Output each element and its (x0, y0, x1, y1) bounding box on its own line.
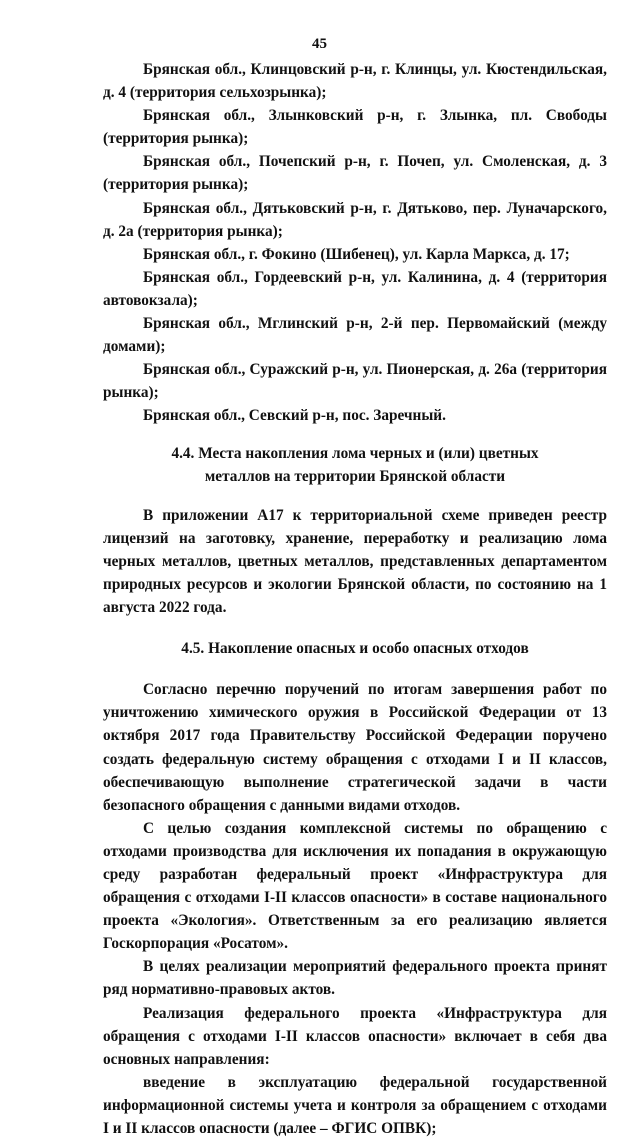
address-item: Брянская обл., г. Фокино (Шибенец), ул. Карла Маркса, д. 17; (143, 245, 570, 263)
address-item: Брянская обл., Мглинский р-н, 2-й пер. Первомайский (между домами); (103, 315, 607, 356)
section-heading-4-4 (103, 442, 607, 488)
address-item: Брянская обл., Суражский р-н, ул. Пионерская, д. 26а (территория рынка); (103, 361, 607, 402)
page-number: 45 (312, 36, 327, 52)
address-item: Брянская обл., Гордеевский р-н, ул. Калинина, д. 4 (территория автовокзала); (103, 268, 607, 309)
section-4-5-paragraph: Реализация федерального проекта «Инфраструктура для обращения с отходами I-II классов опасности» включает в себя два основных направления: (103, 1004, 607, 1068)
address-item: Брянская обл., Севский р-н, пос. Заречный. (143, 407, 446, 425)
address-item: Брянская обл., Злынковский р-н, г. Злынка, пл. Свободы (территория рынка); (103, 107, 607, 148)
section-4-5-paragraph: С целью создания комплексной системы по обращению с отходами производства для исключения их попадания в окружающую среду разработан федеральный проект «Инфраструктура для обращения с отходами I-II классов опасности» в составе национального проекта «Экология». Ответственным за его реализацию является Госкорпорация «Росатом». (103, 819, 607, 953)
address-list (103, 58, 607, 428)
section-heading-4-5: 4.5. Накопление опасных и особо опасных отходов (181, 640, 529, 658)
section-4-5-paragraph: В целях реализации мероприятий федерального проекта принят ряд нормативно-правовых актов. (103, 958, 607, 999)
section-heading-line: металлов на территории Брянской области (204, 467, 506, 485)
address-item: Брянская обл., Почепский р-н, г. Почеп, ул. Смоленская, д. 3 (территория рынка); (103, 153, 607, 194)
section-heading-line: 4.4. Места накопления лома черных и (или) цветных (171, 444, 539, 462)
address-item: Брянская обл., Дятьковский р-н, г. Дятьково, пер. Луначарского, д. 2а (территория рынка); (103, 199, 607, 240)
address-item: Брянская обл., Клинцовский р-н, г. Клинцы, ул. Кюстендильская, д. 4 (территория сельхозрынка); (103, 61, 607, 102)
section-4-4-paragraph: В приложении А17 к территориальной схеме приведен реестр лицензий на заготовку, хранение, переработку и реализацию лома черных металлов, цветных металлов, представленных департаментом природных ресурсов и экологии Брянской области, по состоянию на 1 августа 2022 года. (103, 506, 607, 617)
section-4-5-paragraph: введение в эксплуатацию федеральной государственной информационной системы учета и контроля за обращением с отходами I и II классов опасности (далее – ФГИС ОПВК); (103, 1073, 607, 1138)
page-content (103, 58, 607, 1140)
section-4-5-paragraph: Согласно перечню поручений по итогам завершения работ по уничтожению химического оружия в Российской Федерации от 13 октября 2017 года Правительству Российской Федерации поручено создать федеральную систему обращения с отходами I и II классов, обеспечивающую выполнение стратегической задачи в части безопасного обращения с данными видами отходов. (103, 681, 607, 814)
